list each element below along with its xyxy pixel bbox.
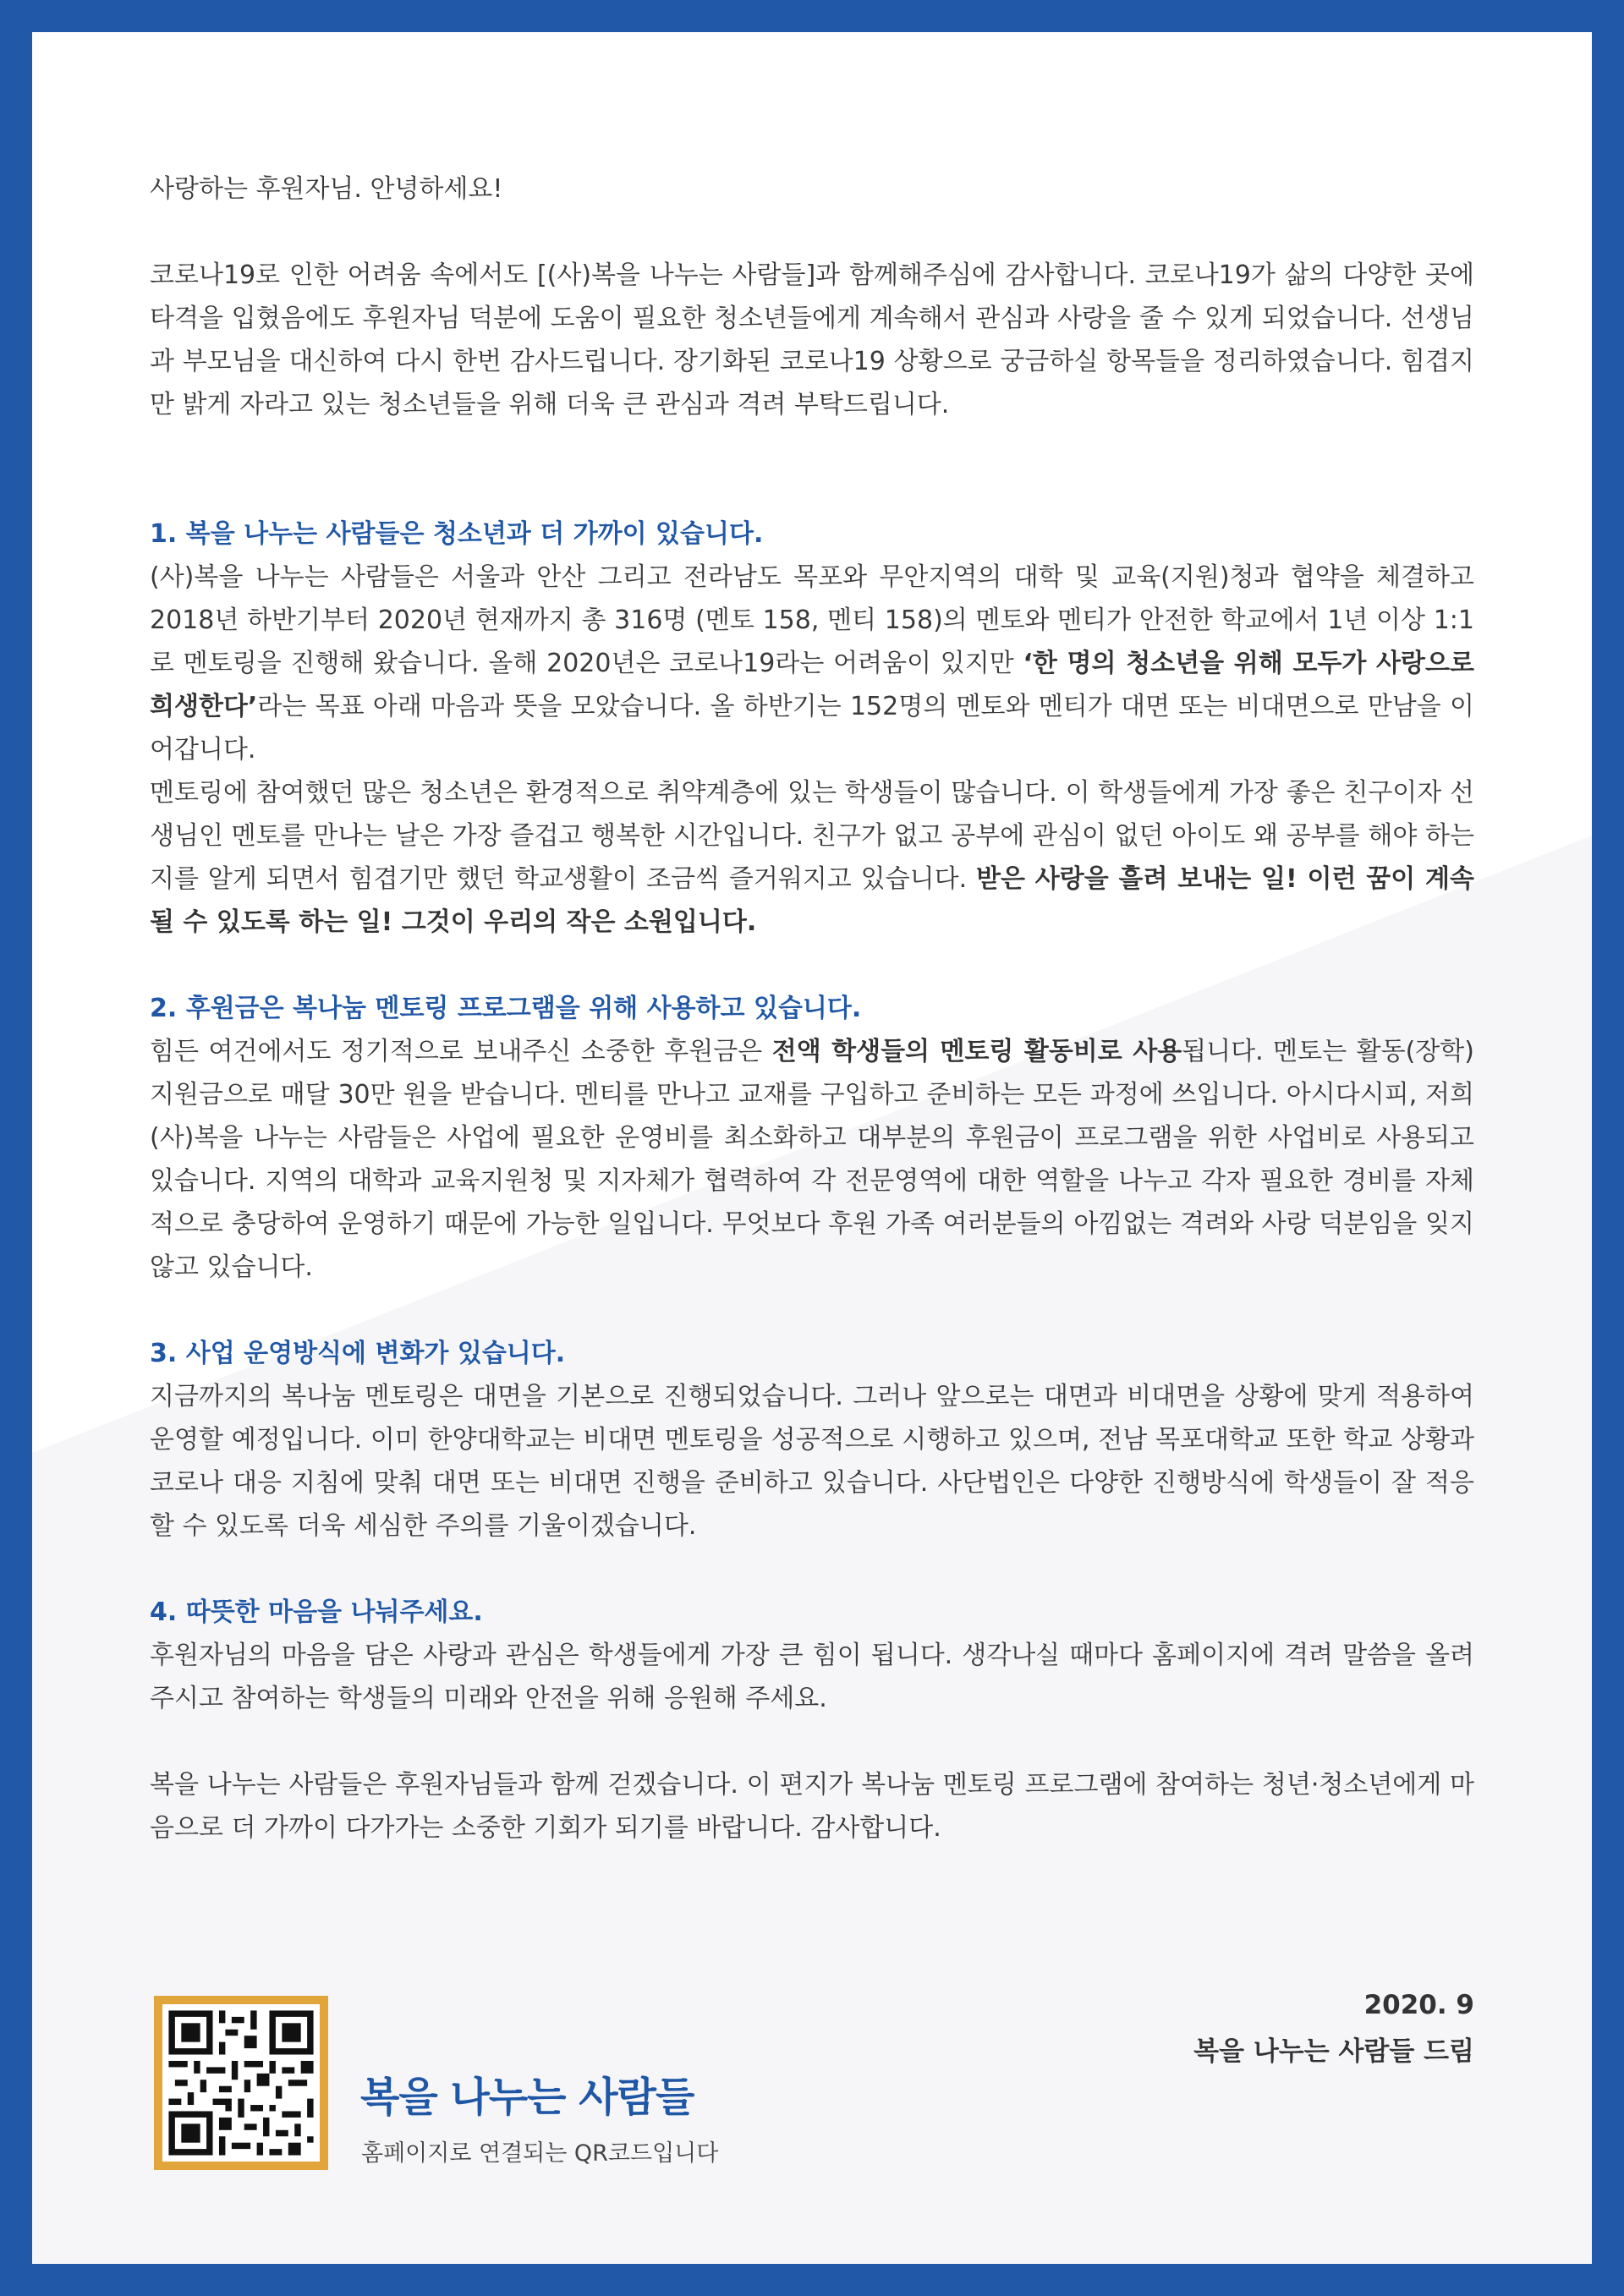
section-heading: 3. 사업 운영방식에 변화가 있습니다. (150, 1339, 566, 1368)
intro-paragraph: 코로나19로 인한 어려움 속에서도 [(사)복을 나누는 사람들]과 함께해주심에 감사합니다. 코로나19가 삶의 다양한 곳에 타격을 입혔음에도 후원자님 덕분에 도움이 필요한 청소년들에게 계속해서 관심과 사랑을 줄 수 있게 되었습니다. 선생님과 부모님을 대신하여 다시 한번 감사드립니다. 장기화된 코로나19 상황으로 궁금하실 항목들을 정리하였습니다. 힘겹지만 밝게 자라고 있는 청소년들을 위해 더욱 큰 관심과 격려 부탁드립니다. (150, 260, 1474, 419)
section-paragraph: 지금까지의 복나눔 멘토링은 대면을 기본으로 진행되었습니다. 그러나 앞으로는 대면과 비대면을 상황에 맞게 적용하여 운영할 예정입니다. 이미 한양대학교는 비대면 멘토링을 성공적으로 시행하고 있으며, 전남 목포대학교 또한 학교 상황과 코로나 대응 지침에 맞춰 대면 또는 비대면 진행을 준비하고 있습니다. 사단법인은 다양한 진행방식에 학생들이 잘 적응할 수 있도록 더욱 세심한 주의를 기울이겠습니다. (150, 1382, 1474, 1541)
section-4 (150, 1591, 1474, 1720)
greeting: 사랑하는 후원자님. 안녕하세요! (150, 174, 503, 204)
section-2 (150, 987, 1474, 1289)
emphasis-text: ‘한 명의 청소년을 위해 모두가 사랑으로 희생한다’ (150, 649, 1474, 721)
letter-signature: 복을 나누는 사람들 드림 (1193, 2036, 1474, 2067)
section-paragraph: (사)복을 나누는 사람들은 서울과 안산 그리고 전라남도 목포와 무안지역의 대학 및 교육(지원)청과 협약을 체결하고 2018년 하반기부터 2020년 현재까지 총 316명 (멘토 158, 멘티 158)의 멘토와 멘티가 안전한 학교에서 1년 이상 1:1로 멘토링을 진행해 왔습니다. 올해 2020년은 코로나19라는 어려움이 있지만 ‘한 명의 청소년을 위해 모두가 사랑으로 희생한다’라는 목표 아래 마음과 뜻을 모았습니다. 올 하반기는 152명의 멘토와 멘티가 대면 또는 비대면으로 만남을 이어갑니다. (150, 562, 1474, 764)
qr-caption: 홈페이지로 연결되는 QR코드입니다 (361, 2140, 719, 2167)
qr-code[interactable] (154, 1996, 328, 2170)
emphasis-text: 전액 학생들의 멘토링 활동비로 사용 (771, 1037, 1182, 1066)
section-heading: 2. 후원금은 복나눔 멘토링 프로그램을 위해 사용하고 있습니다. (150, 994, 862, 1023)
section-paragraph: 힘든 여건에서도 정기적으로 보내주신 소중한 후원금은 전액 학생들의 멘토링 활동비로 사용됩니다. 멘토는 활동(장학)지원금으로 매달 30만 원을 받습니다. 멘티를 만나고 교재를 구입하고 준비하는 모든 과정에 쓰입니다. 아시다시피, 저희 (사)복을 나누는 사람들은 사업에 필요한 운영비를 최소화하고 대부분의 후원금이 프로그램을 위한 사업비로 사용되고 있습니다. 지역의 대학과 교육지원청 및 지자체가 협력하여 각 전문영역에 대한 역할을 나누고 각자 필요한 경비를 자체적으로 충당하여 운영하기 때문에 가능한 일입니다. 무엇보다 후원 가족 여러분들의 아낌없는 격려와 사랑 덕분임을 잊지 않고 있습니다. (150, 1037, 1474, 1282)
section-heading: 4. 따뜻한 마음을 나눠주세요. (150, 1597, 483, 1627)
letter-page (32, 32, 1592, 2264)
emphasis-text: 받은 사랑을 흘려 보내는 일! 이런 꿈이 계속될 수 있도록 하는 일! 그것이 우리의 작은 소원입니다. (150, 864, 1474, 937)
section-heading: 1. 복을 나누는 사람들은 청소년과 더 가까이 있습니다. (150, 519, 764, 549)
section-3 (150, 1332, 1474, 1548)
letter-date: 2020. 9 (1363, 1990, 1474, 2020)
letter-body (150, 167, 1474, 1849)
closing-paragraph: 복을 나누는 사람들은 후원자님들과 함께 걷겠습니다. 이 편지가 복나눔 멘토링 프로그램에 참여하는 청년·청소년에게 마음으로 더 가까이 다가가는 소중한 기회가 되기를 바랍니다. 감사합니다. (150, 1770, 1474, 1843)
section-paragraph: 후원자님의 마음을 담은 사랑과 관심은 학생들에게 가장 큰 힘이 됩니다. 생각나실 때마다 홈페이지에 격려 말씀을 올려주시고 참여하는 학생들의 미래와 안전을 위해 응원해 주세요. (150, 1641, 1474, 1713)
signature-block (1193, 1982, 1474, 2075)
qr-code-icon (162, 2004, 320, 2162)
section-paragraph: 멘토링에 참여했던 많은 청소년은 환경적으로 취약계층에 있는 학생들이 많습니다. 이 학생들에게 가장 좋은 친구이자 선생님인 멘토를 만나는 날은 가장 즐겁고 행복한 시간입니다. 친구가 없고 공부에 관심이 없던 아이도 왜 공부를 해야 하는지를 알게 되면서 힘겹기만 했던 학교생활이 조금씩 즐거워지고 있습니다. 받은 사랑을 흘려 보내는 일! 이런 꿈이 계속될 수 있도록 하는 일! 그것이 우리의 작은 소원입니다. (150, 778, 1474, 937)
section-1 (150, 512, 1474, 944)
organization-logo: 복을 나누는 사람들 (360, 2074, 694, 2121)
